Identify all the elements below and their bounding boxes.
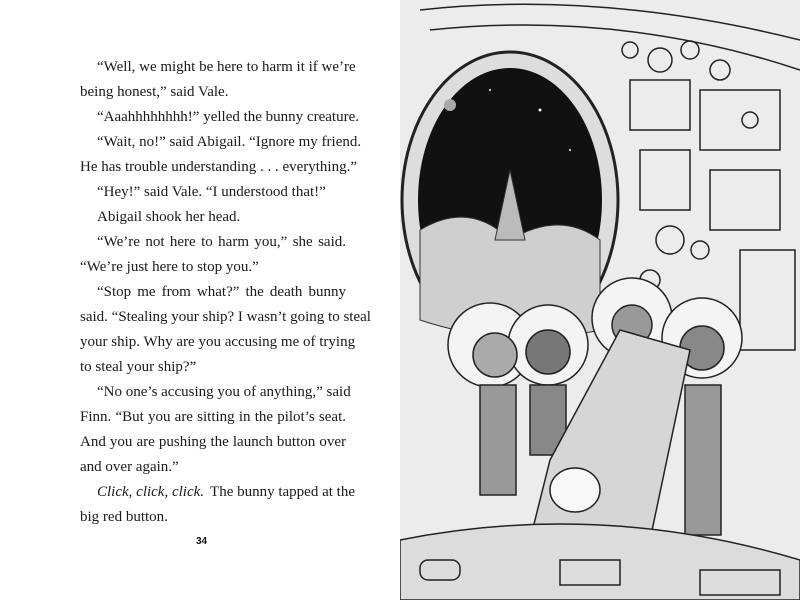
text-line: “Aaahhhhhhhh!” yelled the bunny creature. [97,109,359,125]
text-line: He has trouble understanding . . . everything.” [80,159,358,175]
text-line: your ship. Why are you accusing me of trying [80,334,356,350]
text-line: “Well, we might be here to harm it if we’re [97,59,356,75]
text-line: big red button. [80,509,168,525]
text-line [97,483,355,501]
illustration [400,0,800,600]
text-line: “Wait, no!” said Abigail. “Ignore my friend. [97,134,362,150]
text-line: to steal your ship?” [80,359,197,375]
text-line: “Hey!” said Vale. “I understood that!” [97,184,326,200]
death-bunny [550,468,600,512]
text-line: and over again.” [80,459,179,475]
text-line: And you are pushing the launch button over [80,434,346,450]
text-line: “Stop me from what?” the death bunny [97,284,346,300]
italic-phrase: Click, click, click. [97,484,205,500]
text-line: “We’re just here to stop you.” [80,259,259,275]
text-line: being honest,” said Vale. [80,84,229,100]
text-line: said. “Stealing your ship? I wasn’t going to steal [80,309,371,325]
text-line: “No one’s accusing you of anything,” said [97,384,351,400]
page-number: 34 [196,536,208,547]
text-line: Finn. “But you are sitting in the pilot’s seat. [80,409,346,425]
text-line: Abigail shook her head. [97,209,241,225]
porthole-window [402,52,618,348]
spaceship-cockpit-illustration [400,0,800,600]
text-fragment: The bunny tapped at the [210,484,355,500]
text-line: “We’re not here to harm you,” she said. [97,234,346,250]
